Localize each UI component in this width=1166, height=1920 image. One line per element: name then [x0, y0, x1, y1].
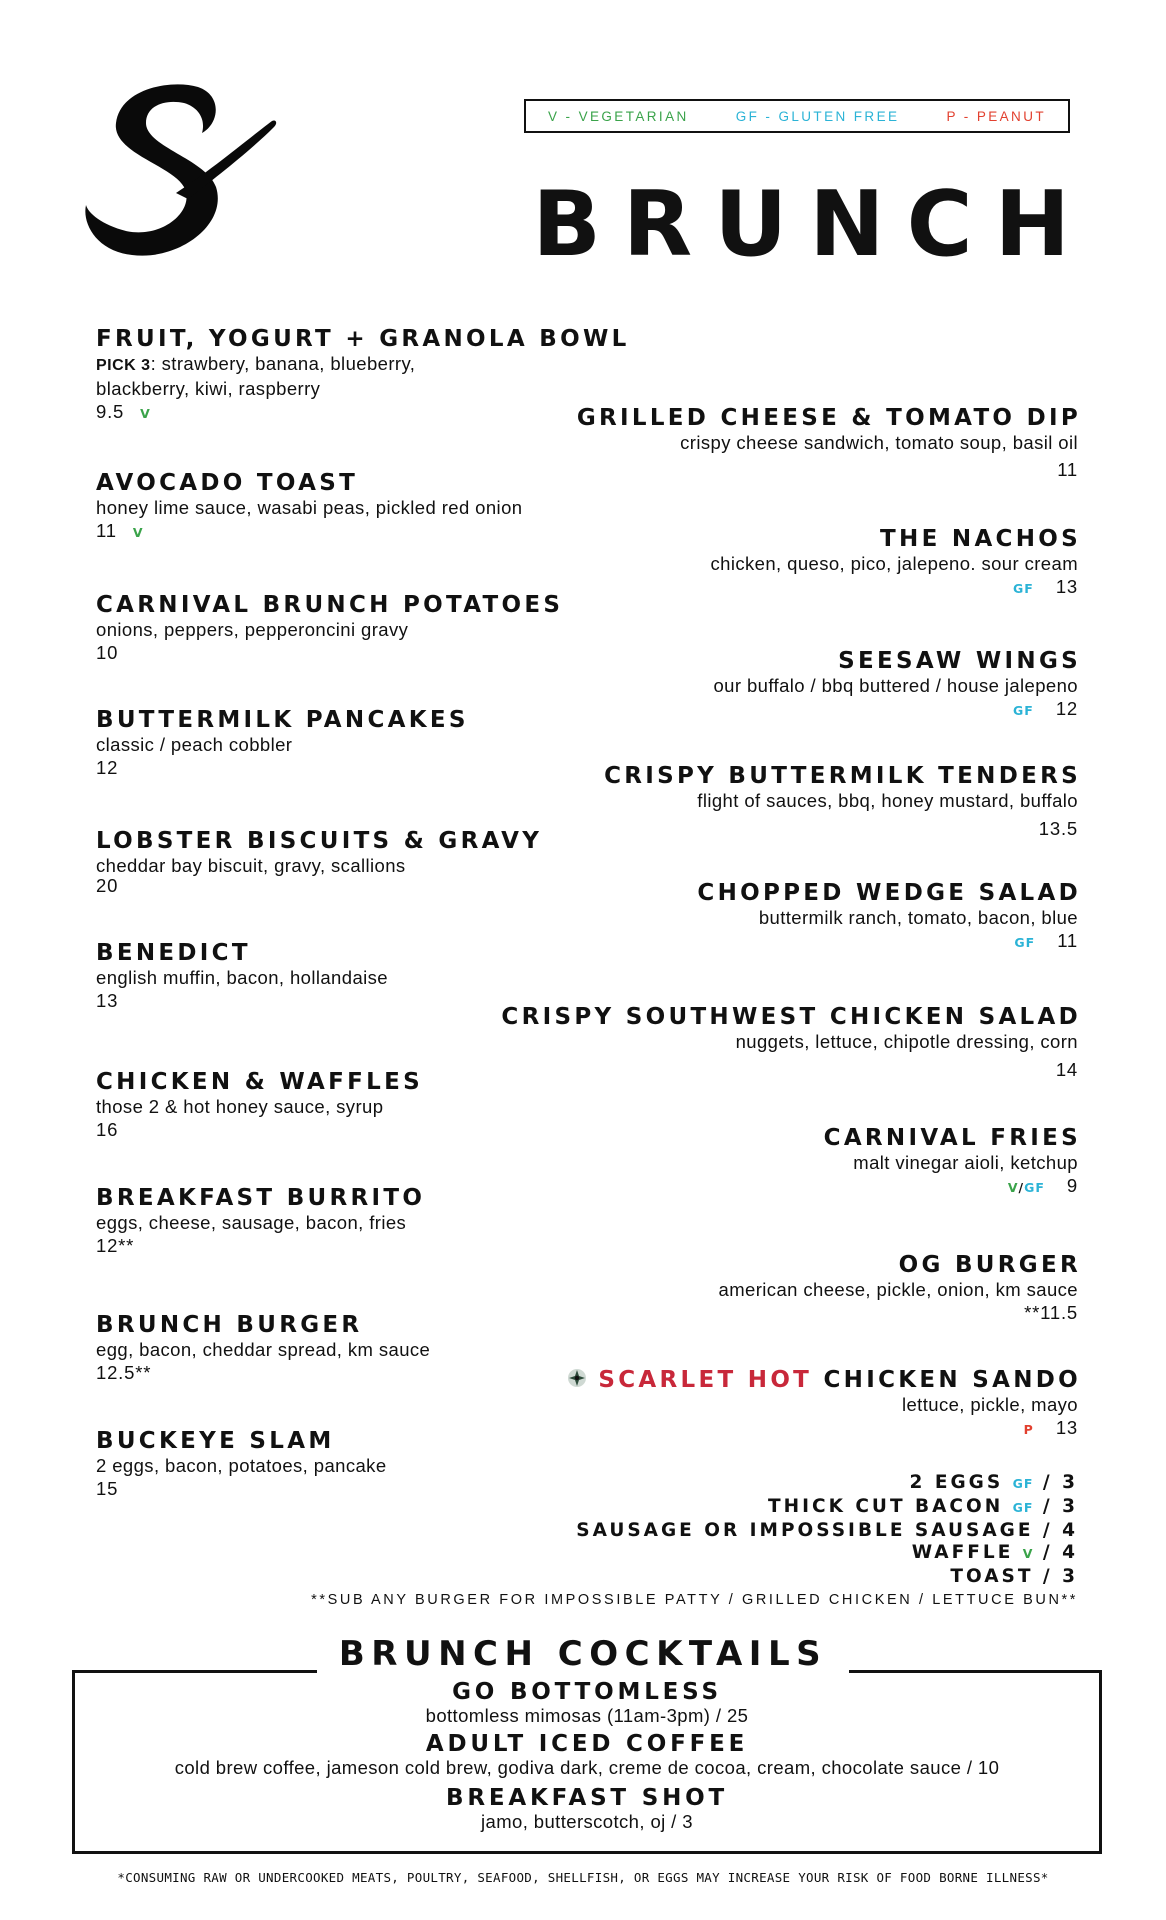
item-desc: english muffin, bacon, hollandaise	[96, 967, 388, 988]
item-desc: classic / peach cobbler	[96, 734, 293, 755]
legend-gluten-free: GF - GLUTEN FREE	[735, 108, 900, 124]
item-name: LOBSTER BISCUITS & GRAVY	[96, 828, 543, 854]
cocktail-desc: bottomless mimosas (11am-3pm) / 25	[425, 1705, 749, 1726]
item-desc: 2 eggs, bacon, potatoes, pancake	[96, 1455, 387, 1476]
gluten-free-tag: GF	[1024, 1180, 1045, 1195]
item-name: SEESAW WINGS	[838, 648, 1081, 674]
menu-item	[458, 1367, 1081, 1441]
gluten-free-tag: GF	[1013, 581, 1034, 596]
gluten-free-tag: GF	[1012, 1476, 1034, 1491]
cocktail-item	[72, 1785, 1102, 1833]
item-price: 11	[96, 520, 117, 541]
dietary-legend	[524, 99, 1070, 133]
item-price: 9	[1066, 1175, 1078, 1196]
item-name: BENEDICT	[96, 940, 251, 966]
item-name: CHOPPED WEDGE SALAD	[697, 880, 1081, 906]
item-desc: egg, bacon, cheddar spread, km sauce	[96, 1339, 431, 1360]
item-desc: cheddar bay biscuit, gravy, scallions	[96, 855, 406, 876]
item-name: CARNIVAL FRIES	[823, 1125, 1081, 1151]
item-name: BREAKFAST BURRITO	[96, 1185, 426, 1211]
item-name: CHICKEN SANDO	[812, 1367, 1081, 1393]
menu-item	[458, 880, 1081, 954]
pick-label: PICK 3	[96, 357, 151, 374]
item-price: 16	[96, 1119, 119, 1140]
item-price: 10	[96, 642, 119, 663]
seesaw-logo	[80, 75, 280, 275]
item-price: 15	[96, 1478, 119, 1499]
food-safety-disclaimer: *CONSUMING RAW OR UNDERCOOKED MEATS, POULTRY, SEAFOOD, SHELLFISH, OR EGGS MAY INCREASE YOUR RISK OF FOOD BORNE ILLNESS*	[117, 1870, 1049, 1885]
cocktail-name: BREAKFAST SHOT	[446, 1785, 728, 1811]
item-name: BUCKEYE SLAM	[96, 1428, 335, 1454]
item-desc: those 2 & hot honey sauce, syrup	[96, 1096, 384, 1117]
menu-item	[458, 1125, 1081, 1199]
vegetarian-tag: V	[132, 525, 144, 540]
item-name: CHICKEN & WAFFLES	[96, 1069, 424, 1095]
item-name: FRUIT, YOGURT + GRANOLA BOWL	[96, 326, 630, 352]
cocktails-title: BRUNCH COCKTAILS	[317, 1634, 849, 1674]
item-name: CRISPY SOUTHWEST CHICKEN SALAD	[501, 1004, 1081, 1030]
item-desc: crispy cheese sandwich, tomato soup, basil oil	[680, 432, 1078, 453]
item-price: 13	[1055, 576, 1078, 597]
item-price: 20	[96, 875, 119, 896]
item-name: OG BURGER	[898, 1252, 1081, 1278]
menu-item	[458, 763, 1081, 840]
item-name: AVOCADO TOAST	[96, 470, 359, 496]
item-desc: our buffalo / bbq buttered / house jalepeno	[713, 675, 1078, 696]
item-price: 11	[1057, 459, 1078, 480]
item-desc: nuggets, lettuce, chipotle dressing, corn	[735, 1031, 1078, 1052]
item-price: 12	[1055, 698, 1078, 719]
item-price: 12	[96, 757, 119, 778]
item-price: 13	[96, 990, 119, 1011]
pepper-icon	[566, 1367, 588, 1389]
substitution-note: **SUB ANY BURGER FOR IMPOSSIBLE PATTY / GRILLED CHICKEN / LETTUCE BUN**	[311, 1592, 1078, 1608]
item-desc: honey lime sauce, wasabi peas, pickled red onion	[96, 497, 523, 518]
item-name: THE NACHOS	[880, 526, 1081, 552]
item-name: CARNIVAL BRUNCH POTATOES	[96, 592, 564, 618]
cocktail-desc: jamo, butterscotch, oj / 3	[481, 1811, 693, 1832]
item-price: 14	[1055, 1059, 1078, 1080]
side-item: THICK CUT BACON GF / 3	[768, 1495, 1078, 1517]
menu-item	[458, 648, 1081, 722]
item-name: BRUNCH BURGER	[96, 1312, 363, 1338]
side-item: 2 EGGS GF / 3	[909, 1472, 1078, 1493]
item-desc: onions, peppers, pepperoncini gravy	[96, 619, 409, 640]
item-desc: : strawbery, banana, blueberry,	[150, 353, 416, 374]
item-price: 9.5	[96, 401, 125, 422]
item-name: BUTTERMILK PANCAKES	[96, 707, 469, 733]
item-desc: chicken, queso, pico, jalepeno. sour cream	[710, 553, 1078, 574]
item-desc: malt vinegar aioli, ketchup	[853, 1152, 1078, 1173]
item-price: 13	[1055, 1417, 1078, 1438]
cocktail-item	[72, 1679, 1102, 1727]
item-desc-2: blackberry, kiwi, raspberry	[96, 378, 321, 399]
item-name: GRILLED CHEESE & TOMATO DIP	[576, 405, 1081, 431]
item-desc: lettuce, pickle, mayo	[901, 1394, 1078, 1415]
item-name: CRISPY BUTTERMILK TENDERS	[604, 763, 1081, 789]
item-price: **11.5	[1024, 1302, 1078, 1323]
tag-separator: /	[1018, 1180, 1025, 1195]
menu-item	[458, 1004, 1081, 1081]
page-title: BRUNCH	[532, 172, 1092, 277]
legend-vegetarian: V - VEGETARIAN	[548, 108, 689, 124]
item-price: 13.5	[1038, 818, 1078, 839]
menu-item	[458, 526, 1081, 600]
gluten-free-tag: GF	[1013, 703, 1034, 718]
cocktail-name: GO BOTTOMLESS	[452, 1679, 722, 1705]
cocktail-item	[72, 1731, 1102, 1779]
item-desc: eggs, cheese, sausage, bacon, fries	[96, 1212, 407, 1233]
side-item: TOAST / 3	[950, 1566, 1078, 1588]
peanut-tag: P	[1023, 1422, 1034, 1437]
side-item: SAUSAGE OR IMPOSSIBLE SAUSAGE / 4	[576, 1519, 1078, 1541]
legend-peanut: P - PEANUT	[946, 108, 1046, 124]
item-desc: flight of sauces, bbq, honey mustard, buffalo	[697, 790, 1078, 811]
item-price: 11	[1057, 930, 1078, 951]
item-price: 12.5**	[96, 1362, 152, 1383]
item-price: 12**	[96, 1235, 135, 1256]
vegetarian-tag: V	[140, 406, 151, 421]
cocktail-name: ADULT ICED COFFEE	[425, 1731, 749, 1757]
cocktail-desc: cold brew coffee, jameson cold brew, godiva dark, creme de cocoa, cream, chocolate sauce / 10	[174, 1757, 1000, 1778]
item-desc: american cheese, pickle, onion, km sauce	[718, 1279, 1078, 1300]
scarlet-hot-highlight: SCARLET HOT	[598, 1367, 813, 1393]
item-desc: buttermilk ranch, tomato, bacon, blue	[758, 907, 1078, 928]
vegetarian-tag: V	[1022, 1546, 1034, 1562]
vegetarian-tag: V	[1007, 1180, 1019, 1195]
gluten-free-tag: GF	[1012, 1499, 1034, 1515]
side-item: WAFFLE V / 4	[911, 1542, 1078, 1564]
menu-item	[458, 1252, 1081, 1324]
menu-item	[458, 405, 1081, 481]
sides-list	[576, 1472, 1078, 1589]
gluten-free-tag: GF	[1014, 935, 1036, 950]
